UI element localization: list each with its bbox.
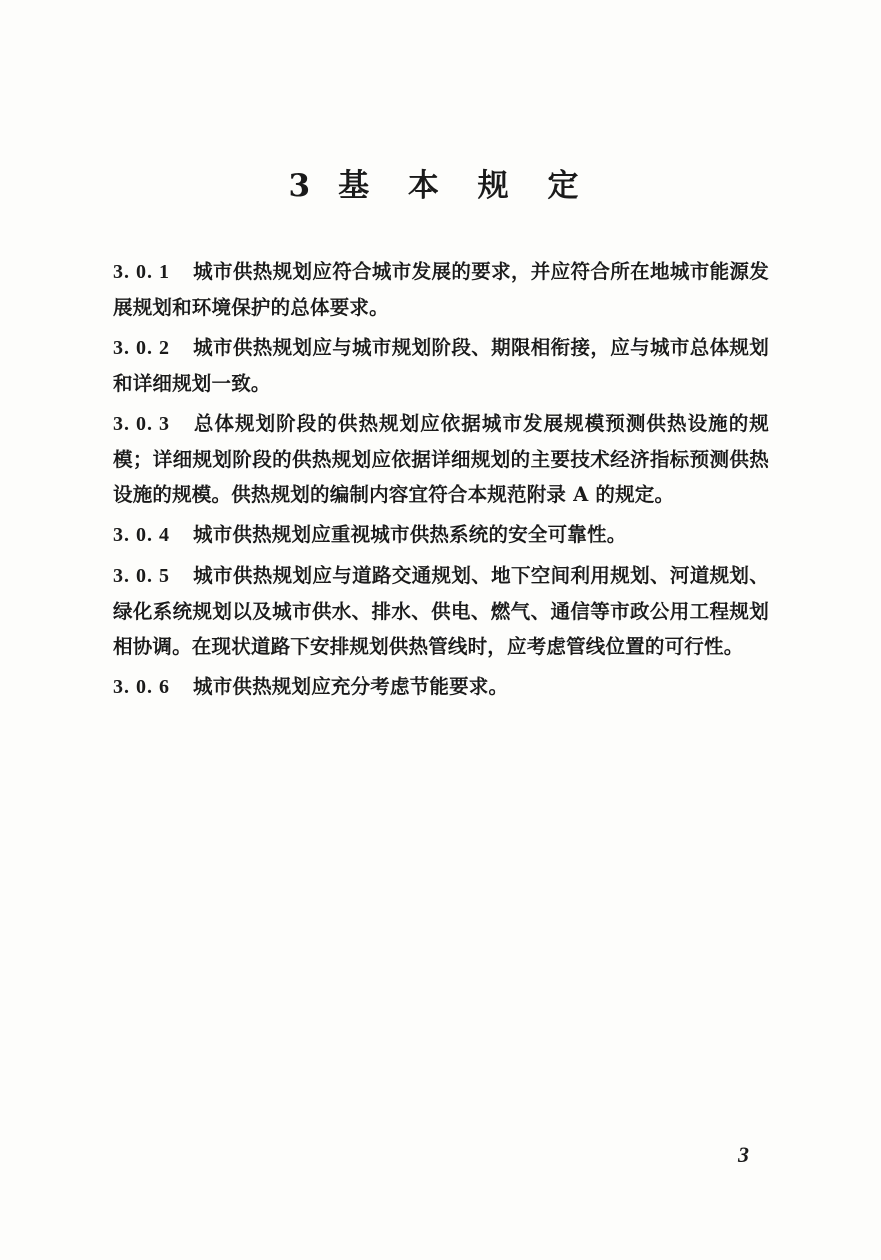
- clause-text: 总体规划阶段的供热规划应依据城市发展规模预测供热设施的规模；详细规划阶段的供热规划应依据详细规划的主要技术经济指标预测供热设施的规模。供热规划的编制内容宜符合本规范附录 A 的规定。: [113, 412, 769, 506]
- clause-number: 3. 0. 6: [113, 676, 170, 698]
- clause-3-0-1: [113, 254, 769, 325]
- chapter-number: 3: [288, 168, 325, 204]
- clause-3-0-4: [113, 517, 769, 553]
- clause-text: 城市供热规划应重视城市供热系统的安全可靠性。: [193, 523, 627, 546]
- page-number: 3: [738, 1142, 749, 1167]
- chapter-heading: [0, 160, 881, 205]
- clause-3-0-3: [113, 406, 769, 512]
- clause-text: 城市供热规划应充分考虑节能要求。: [193, 675, 509, 698]
- clause-text: 城市供热规划应与城市规划阶段、期限相衔接，应与城市总体规划和详细规划一致。: [113, 336, 769, 395]
- chapter-title: 基 本 规 定: [338, 168, 593, 204]
- clause-3-0-6: [113, 669, 769, 705]
- clause-text: 城市供热规划应与道路交通规划、地下空间利用规划、河道规划、绿化系统规划以及城市供水、排水、供电、燃气、通信等市政公用工程规划相协调。在现状道路下安排规划供热管线时，应考虑管线位置的可行性。: [113, 564, 769, 658]
- clause-number: 3. 0. 1: [113, 261, 170, 283]
- clause-number: 3. 0. 2: [113, 337, 170, 359]
- clause-number: 3. 0. 3: [113, 413, 170, 435]
- clause-number: 3. 0. 4: [113, 524, 170, 546]
- clause-3-0-2: [113, 330, 769, 401]
- clause-text: 城市供热规划应符合城市发展的要求，并应符合所在地城市能源发展规划和环境保护的总体要求。: [113, 260, 769, 319]
- clause-list: [113, 254, 769, 710]
- clause-3-0-5: [113, 558, 769, 664]
- clause-number: 3. 0. 5: [113, 565, 170, 587]
